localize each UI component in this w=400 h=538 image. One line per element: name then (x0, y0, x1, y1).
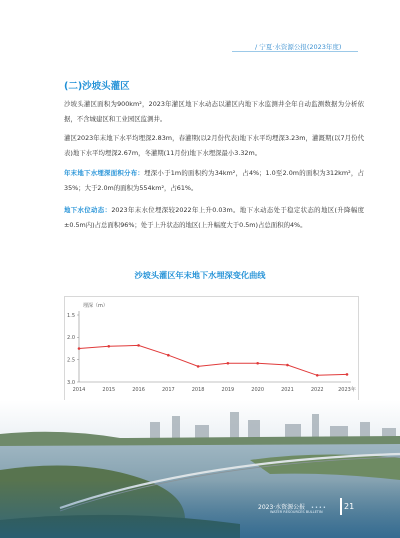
x-tick-label: 2021 (281, 387, 294, 393)
running-header (255, 42, 341, 51)
depth-data-point (316, 374, 319, 377)
x-tick-label: 2017 (161, 387, 175, 393)
paragraph-area: 沙坡头灌区面积为900km²，2023年灌区地下水动态以灌区内地下水监测井全年自动监测数据为分析依据，不含城建区和工业园区监测井。 (64, 100, 364, 123)
x-tick-label: 2018 (191, 387, 205, 393)
chart-frame (64, 296, 359, 401)
y-tick-label: 2.0 (67, 335, 75, 342)
running-title: 宁夏·水资源公报(2023年度) (259, 43, 342, 51)
depth-data-point (197, 365, 200, 368)
section-title: (二)沙坡头灌区 (64, 81, 130, 92)
footer-subtitle: WATER RESOURCES BULLETIN (270, 510, 323, 514)
x-tick-label: 2016 (132, 387, 145, 393)
y-tick-label: 2.5 (67, 357, 75, 364)
landscape-photo (0, 400, 400, 538)
depth-series-line (79, 345, 347, 375)
header-separator: / (255, 43, 258, 51)
dynamics-label: 地下水位动态： (64, 206, 112, 214)
depth-data-point (78, 347, 81, 350)
x-tick-label: 2014 (72, 387, 86, 393)
y-tick-label: 1.5 (67, 312, 75, 319)
y-tick-label: 3.0 (67, 379, 75, 386)
x-tick-label: 2023年 (338, 387, 356, 393)
depth-data-point (167, 354, 170, 357)
dynamics-text: 2023年末水位埋深较2022年上升0.03m。地下水动态处于稳定状态的地区(升降幅度±0.5m内)占总面积96%；处于上升状态的地区(上升幅度大于0.5m)占总面积的4%。 (64, 206, 365, 229)
paragraph-distribution (64, 166, 364, 195)
depth-data-point (256, 362, 259, 365)
footer-title: 2023·水资源公报 (258, 504, 306, 511)
depth-data-point (286, 364, 289, 367)
header-rule (232, 51, 358, 52)
paragraph-depth: 灌区2023年末地下水平均埋深2.83m，春灌期(以2月份代表)地下水平均埋深3.23m，灌溉期(以7月份代表)地下水平均埋深2.67m，冬灌期(11月份)地下水埋深最小3.32m。 (64, 134, 364, 157)
depth-data-point (227, 362, 230, 365)
depth-data-point (346, 373, 349, 376)
footer-dots: •••• (311, 505, 327, 511)
chart-title: 沙坡头灌区年末地下水埋深变化曲线 (134, 270, 266, 280)
depth-data-point (107, 345, 110, 348)
distribution-text: 埋深小于1m的面积约为34km²，占4%；1.0至2.0m的面积为312km²，占35%；大于2.0m的面积为554km²，占61%。 (64, 169, 364, 192)
page-number: 21 (344, 502, 355, 511)
depth-data-point (137, 344, 140, 347)
x-tick-label: 2019 (221, 387, 235, 393)
x-tick-label: 2022 (310, 387, 324, 393)
y-axis-label: 埋深（m） (83, 303, 108, 309)
depth-line-chart (65, 297, 358, 400)
paragraph-dynamics (64, 203, 364, 232)
page-number-bar (340, 498, 342, 515)
x-tick-label: 2015 (102, 387, 116, 393)
x-tick-label: 2020 (251, 387, 265, 393)
distribution-label: 年末地下水埋深面积分布： (64, 169, 145, 177)
